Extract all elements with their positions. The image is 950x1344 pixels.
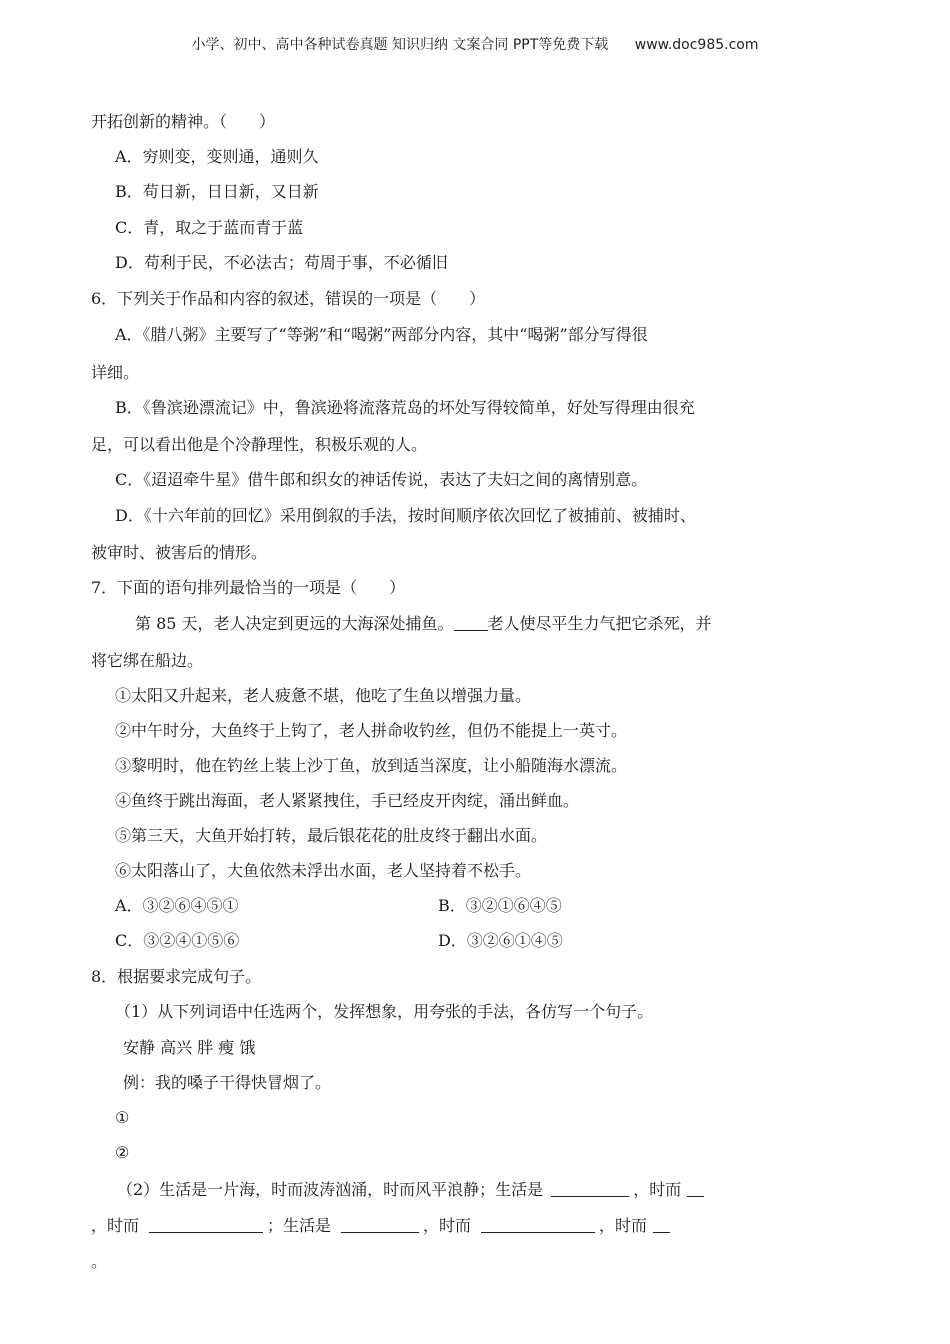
q5-option-c: C．青，取之于蓝而青于蓝 (115, 218, 304, 237)
q7-passage-part2: 老人使尽平生力气把它杀死，并 (487, 614, 712, 633)
q6-option-b-line2: 足，可以看出他是个冷静理性，积极乐观的人。 (91, 435, 428, 454)
q8-blank-4[interactable] (341, 1215, 419, 1233)
q8-part2-text-b: ，时而 (633, 1180, 682, 1199)
q6-option-a-line2: 详细。 (91, 363, 140, 382)
q8-blank-5[interactable] (481, 1215, 595, 1233)
q8-part2-text-c: ，时而 (91, 1216, 140, 1235)
q7-blank[interactable] (454, 613, 488, 631)
q7-stem: 7．下面的语句排列最恰当的一项是（ ） (91, 578, 406, 597)
q7-passage-part1: 第 85 天，老人决定到更远的大海深处捕鱼。 (135, 614, 454, 633)
q6-option-d-line2: 被审时、被害后的情形。 (91, 543, 268, 562)
q6-option-c: C．《迢迢牵牛星》借牛郎和织女的神话传说，表达了夫妇之间的离情别意。 (115, 470, 648, 489)
q7-option-b: B．③②①⑥④⑤ (438, 896, 562, 915)
q8-answer-1: ① (115, 1108, 130, 1127)
q7-option-d: D．③②⑥①④⑤ (438, 931, 563, 950)
q8-part2-text-f: ，时而 (599, 1216, 648, 1235)
q7-passage-line2: 将它绑在船边。 (91, 651, 204, 670)
q8-part2-line3: 。 (91, 1252, 108, 1271)
header-text: 小学、初中、高中各种试卷真题 知识归纳 文案合同 PPT等免费下载 (191, 37, 609, 53)
q7-sentence-1: ①太阳又升起来，老人疲惫不堪，他吃了生鱼以增强力量。 (115, 686, 532, 705)
page-header (0, 34, 950, 54)
q6-stem: 6．下列关于作品和内容的叙述，错误的一项是（ ） (91, 289, 486, 308)
q7-sentence-2: ②中午时分，大鱼终于上钩了，老人拼命收钓丝，但仍不能提上一英寸。 (115, 721, 628, 740)
q7-option-c: C．③②④①⑤⑥ (115, 931, 240, 950)
q7-option-a: A．③②⑥④⑤① (115, 896, 239, 915)
q6-option-d-line1: D．《十六年前的回忆》采用倒叙的手法，按时间顺序依次回忆了被捕前、被捕时、 (115, 506, 696, 525)
q8-part1-instruction: （1）从下列词语中任选两个，发挥想象，用夸张的手法，各仿写一个句子。 (115, 1002, 654, 1021)
q7-passage-line1 (135, 613, 712, 634)
q8-part2-text-a: （2）生活是一片海，时而波涛汹涌，时而风平浪静；生活是 (117, 1180, 544, 1199)
header-url: www.doc985.com (634, 37, 759, 53)
q8-part2-line1 (117, 1179, 704, 1200)
q7-sentence-6: ⑥太阳落山了，大鱼依然未浮出水面，老人坚持着不松手。 (115, 861, 532, 880)
q8-blank-1[interactable] (551, 1179, 629, 1197)
q5-stem-tail: 开拓创新的精神。（ ） (91, 112, 276, 131)
q5-option-b: B．苟日新，日日新，又日新 (115, 182, 319, 201)
q7-sentence-5: ⑤第三天，大鱼开始打转，最后银花花的肚皮终于翻出水面。 (115, 826, 548, 845)
q6-option-a-line1: A．《腊八粥》主要写了“等粥”和“喝粥”两部分内容，其中“喝粥”部分写得很 (115, 325, 648, 344)
q5-option-a: A．穷则变，变则通，通则久 (115, 147, 319, 166)
q7-sentence-3: ③黎明时，他在钓丝上装上沙丁鱼，放到适当深度，让小船随海水漂流。 (115, 756, 628, 775)
q8-blank-3[interactable] (149, 1215, 263, 1233)
q8-blank-2[interactable] (687, 1179, 704, 1197)
q8-stem: 8．根据要求完成句子。 (91, 967, 262, 986)
q8-part2-line2 (91, 1215, 670, 1236)
q8-blank-6[interactable] (653, 1215, 670, 1233)
q6-option-b-line1: B．《鲁滨逊漂流记》中，鲁滨逊将流落荒岛的坏处写得较简单，好处写得理由很充 (115, 398, 695, 417)
q7-sentence-4: ④鱼终于跳出海面，老人紧紧拽住，手已经皮开肉绽，涌出鲜血。 (115, 791, 580, 810)
q8-answer-2: ② (115, 1143, 130, 1162)
q8-part2-text-e: ，时而 (423, 1216, 472, 1235)
q5-option-d: D．苟利于民，不必法古；苟周于事，不必循旧 (115, 253, 448, 272)
q8-example: 例：我的嗓子干得快冒烟了。 (123, 1073, 332, 1092)
q8-word-list: 安静 高兴 胖 瘦 饿 (123, 1038, 256, 1057)
q8-part2-text-d: ；生活是 (267, 1216, 332, 1235)
